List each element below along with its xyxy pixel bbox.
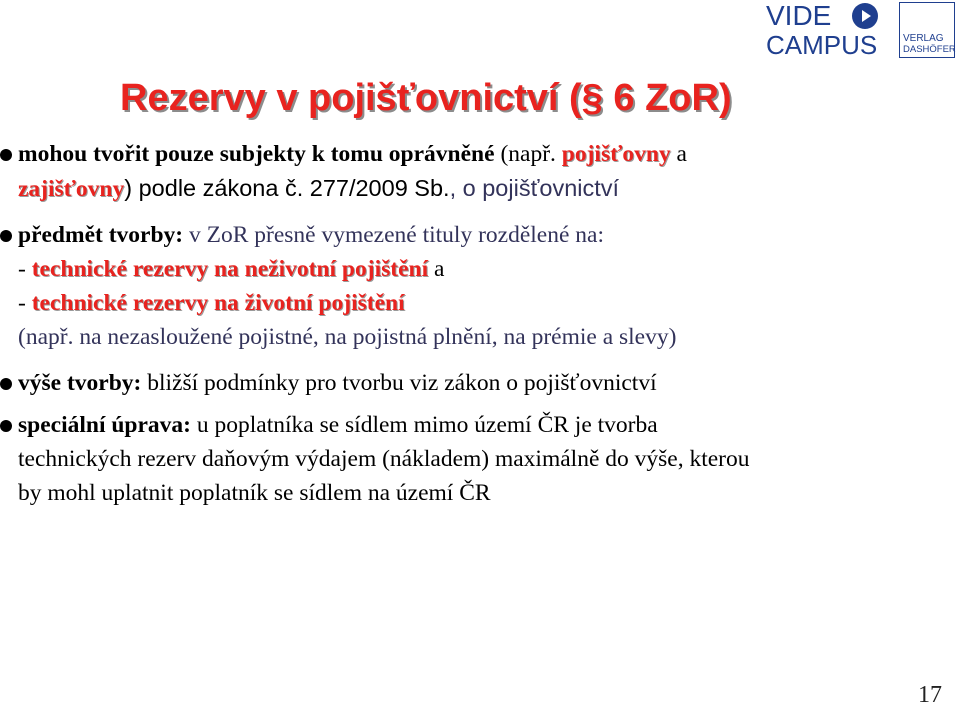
- item-1-highlight-pojistovny: pojišťovny: [561, 141, 671, 167]
- item-2-line-3: [18, 286, 405, 320]
- item-4-text-3: by mohl uplatnit poplatník se sídlem na území ČR: [18, 480, 491, 506]
- page-number: 17: [918, 682, 942, 708]
- item-2-bold-text: předmět tvorby:: [18, 222, 184, 248]
- item-2-line-2: [18, 252, 444, 286]
- item-1-highlight-zajistovny: zajišťovny: [18, 176, 125, 202]
- item-4-line-2: [18, 442, 750, 476]
- slide-title: Rezervy v pojišťovnictví (§ 6 ZoR): [120, 77, 732, 119]
- item-2-line-4: [18, 320, 676, 354]
- item-4-line-1: [18, 408, 658, 442]
- verlag-dashofer-logo: [899, 2, 955, 58]
- item-4-text: u poplatníka se sídlem mimo území ČR je tvorba: [191, 412, 658, 438]
- item-2-text-a: a: [428, 256, 445, 282]
- item-2-highlight-nonlife: technické rezervy na neživotní pojištění: [31, 256, 429, 282]
- item-2-dash: -: [18, 290, 32, 316]
- item-1-text-a: a: [670, 141, 687, 167]
- item-1-line-1: [18, 137, 687, 171]
- item-3-line-1: [18, 366, 657, 400]
- item-3-text: bližší podmínky pro tvorbu viz zákon o pojišťovnictví: [141, 370, 657, 396]
- item-4-bold-text: speciální úprava:: [18, 412, 192, 438]
- item-1-bold-text: mohou tvořit pouze subjekty k tomu oprávněné: [18, 141, 495, 167]
- item-2-line-1: [18, 218, 604, 252]
- item-2-highlight-life: technické rezervy na životní pojištění: [31, 290, 405, 316]
- bullet-icon: [0, 230, 12, 242]
- item-3-bold-text: výše tvorby:: [18, 370, 142, 396]
- bullet-icon: [0, 378, 12, 390]
- item-4-text-2: technických rezerv daňovým výdajem (nákladem) maximálně do výše, kterou: [18, 446, 750, 472]
- item-2-dash: -: [18, 256, 32, 282]
- item-1-text: (např.: [494, 141, 562, 167]
- bullet-icon: [0, 149, 12, 161]
- item-1-law-name: , o pojišťovnictví: [449, 175, 620, 201]
- item-2-text: v ZoR přesně vymezené tituly rozdělené na:: [183, 222, 604, 248]
- item-2-examples: (např. na nezasloužené pojistné, na pojistná plnění, na prémie a slevy): [18, 324, 677, 350]
- verlag-logo-line1: VERLAG: [903, 33, 944, 44]
- play-icon: [852, 3, 878, 29]
- item-1-line-2: [18, 171, 619, 206]
- videocampus-logo-line1: VIDE: [766, 0, 832, 31]
- item-1-law-reference: ) podle zákona č. 277/2009 Sb.: [124, 175, 450, 201]
- videocampus-logo-line2: CAMPUS: [766, 30, 878, 60]
- item-4-line-3: [18, 476, 491, 510]
- bullet-icon: [0, 420, 12, 432]
- videocampus-logo: [766, 0, 888, 60]
- verlag-logo-line2: DASHÖFER: [903, 44, 956, 55]
